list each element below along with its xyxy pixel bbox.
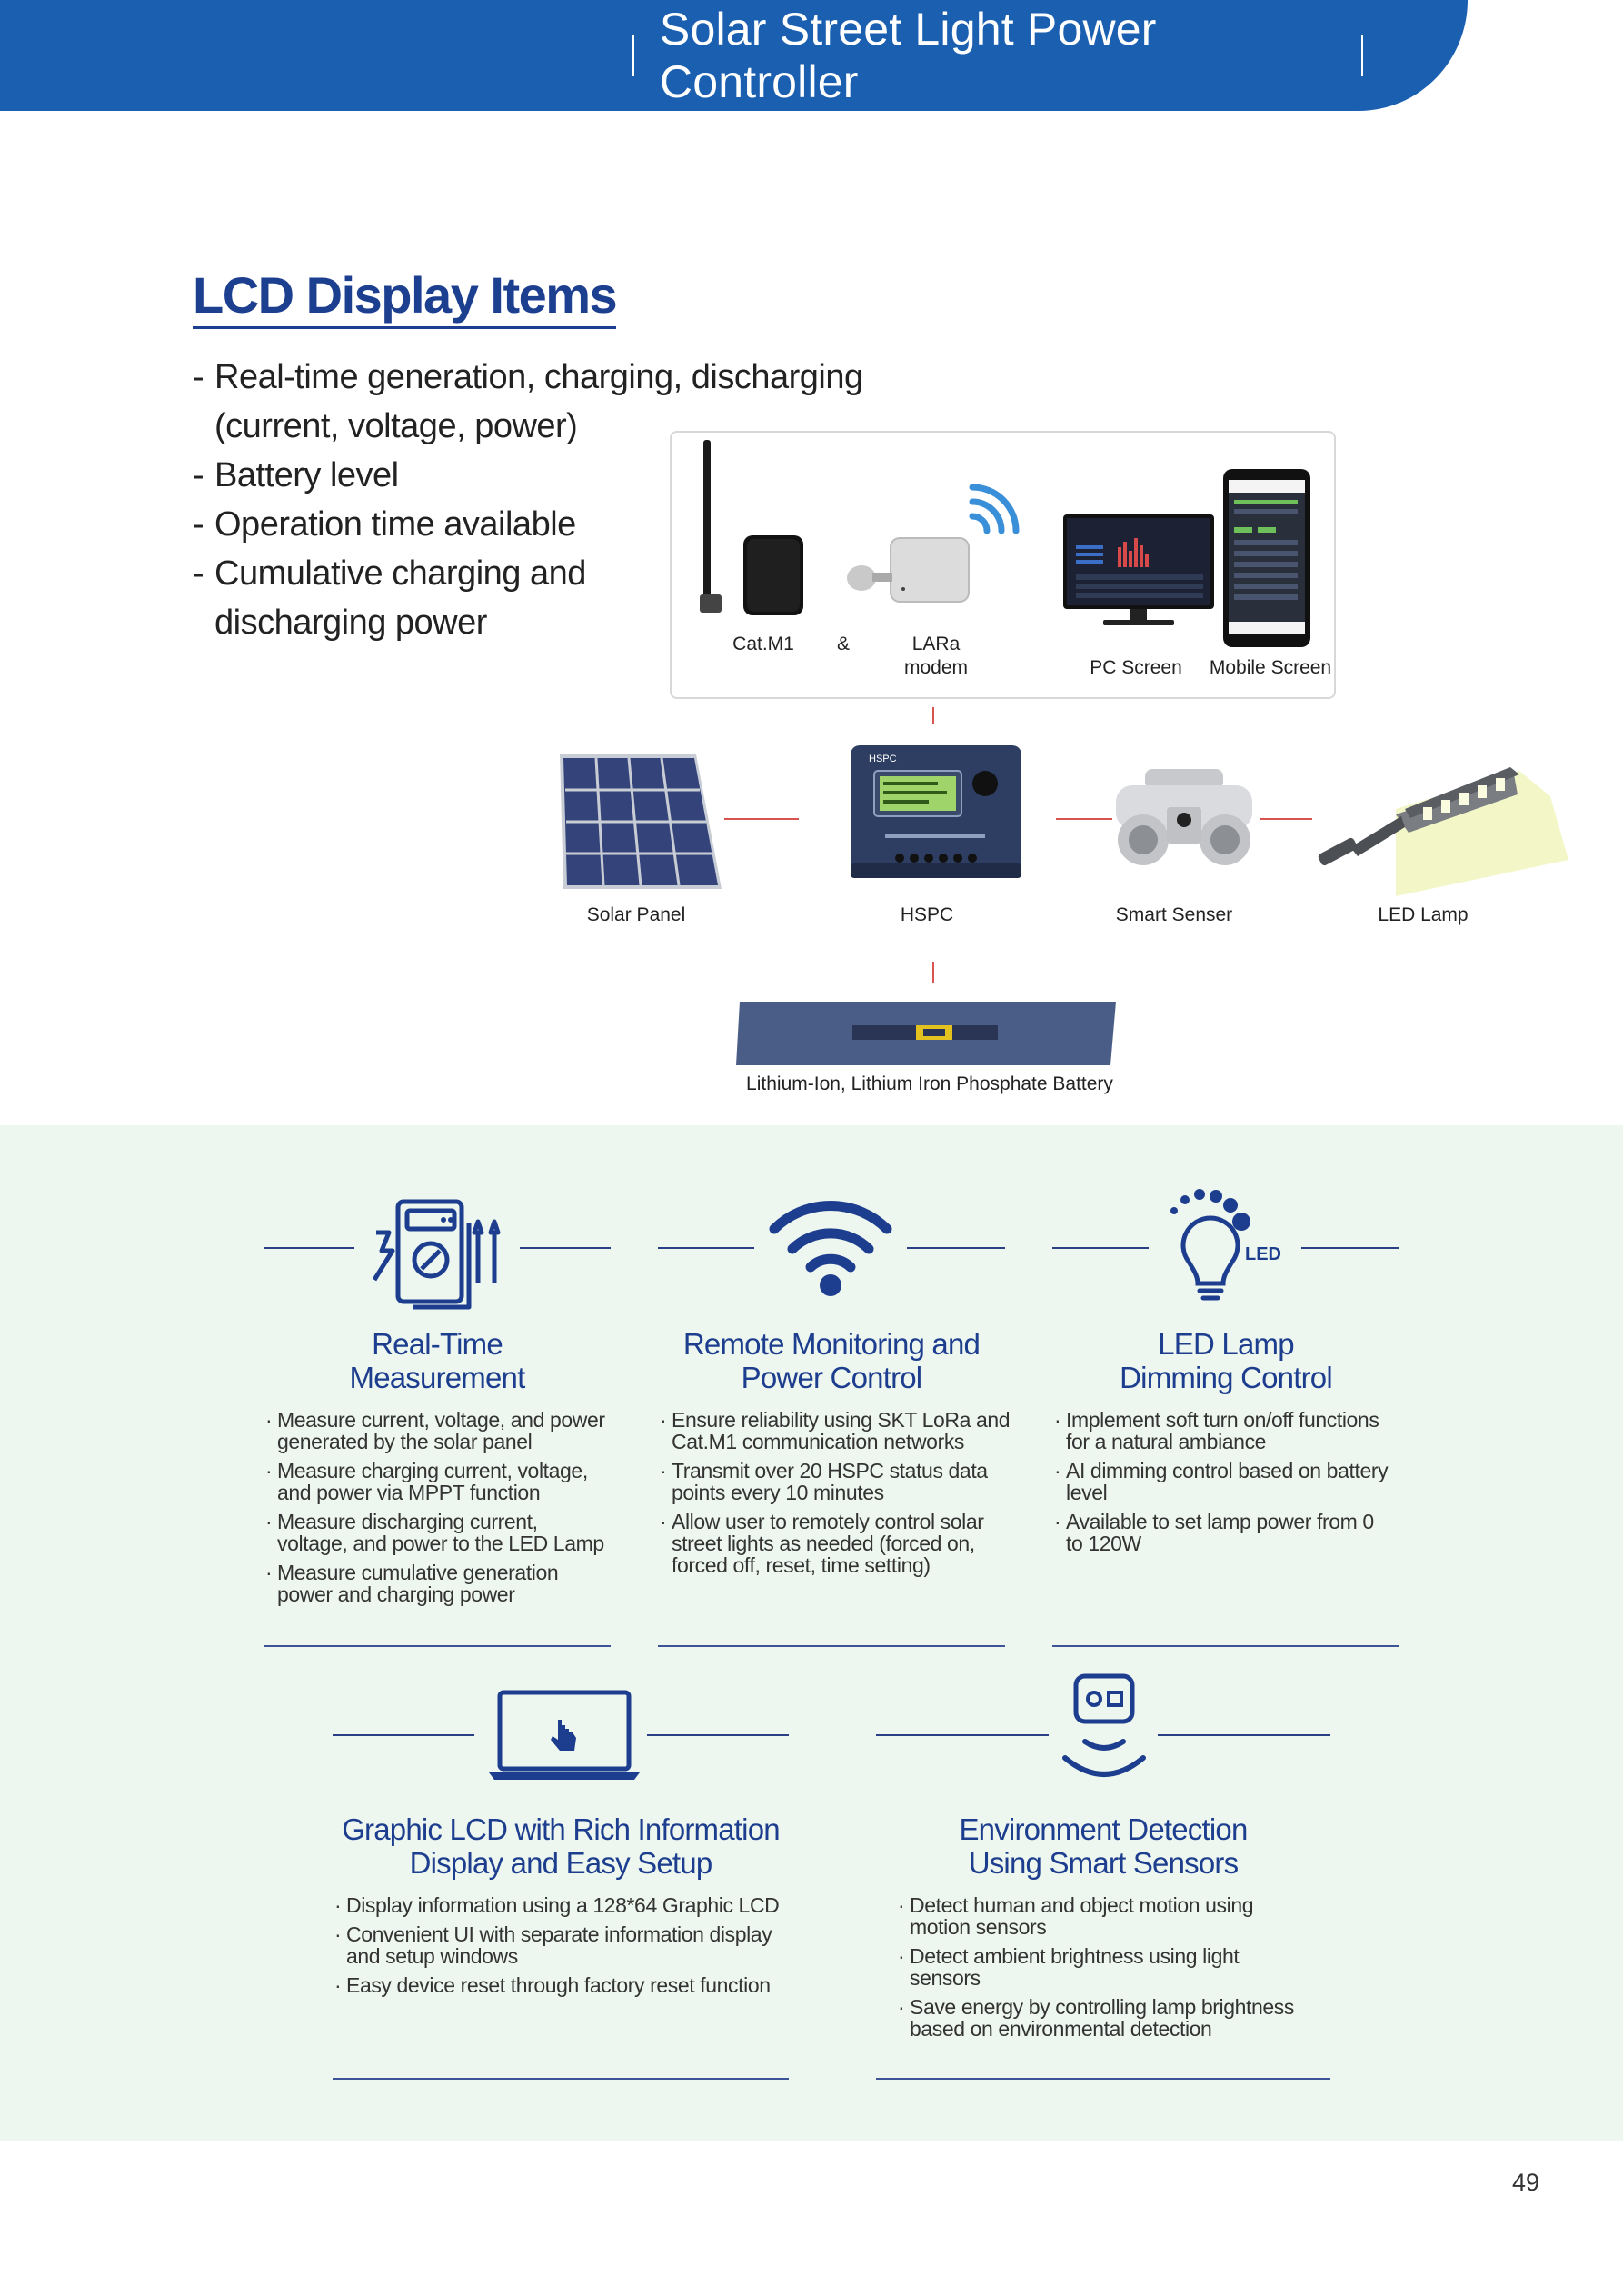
list-item: · Available to set lamp power from 0 to 120W (1054, 1511, 1409, 1554)
feature-bottom-rule (1052, 1645, 1399, 1647)
smart-sensor-image (1110, 764, 1258, 873)
list-item: · Detect ambient brightness using light sensors (898, 1945, 1316, 1989)
list-item: · Easy device reset through factory reset function (334, 1974, 789, 1996)
multimeter-icon (362, 1196, 507, 1314)
feature-divider (333, 1734, 474, 1736)
led-bulb-icon (1167, 1187, 1285, 1305)
header-divider-left (632, 35, 634, 76)
page-number: 49 (1512, 2169, 1540, 2196)
lcd-item: - Operation time available (193, 505, 576, 544)
feature-divider (264, 1247, 354, 1249)
pc-screen-label: PC Screen (1090, 657, 1182, 678)
list-item: · Detect human and object motion using motion sensors (898, 1894, 1316, 1938)
connector-line (932, 962, 934, 983)
list-item: · Transmit over 20 HSPC status data points every 10 minutes (660, 1460, 1014, 1503)
catm1-label: Cat.M1 (732, 634, 794, 654)
lcd-item: - Cumulative charging and (193, 554, 586, 593)
feature-list-dimming (1054, 1409, 1409, 1562)
connector-line (1260, 818, 1312, 820)
feature-divider (658, 1247, 754, 1249)
list-item: · Measure charging current, voltage, and power via MPPT function (265, 1460, 620, 1503)
list-item: · Save energy by controlling lamp brightness based on environmental detection (898, 1996, 1316, 2040)
feature-title-graphic-lcd: Graphic LCD with Rich Information Display and Easy Setup (342, 1812, 780, 1880)
wifi-icon (767, 1200, 894, 1296)
sensor-icon (1056, 1671, 1150, 1792)
feature-divider (1052, 1247, 1149, 1249)
hspc-device-label: HSPC (869, 754, 897, 764)
feature-divider (907, 1247, 1005, 1249)
led-lamp-label: LED Lamp (1378, 904, 1469, 925)
battery-label: Lithium-Ion, Lithium Iron Phosphate Battery (746, 1073, 1113, 1094)
list-item: · Display information using a 128*64 Graphic LCD (334, 1894, 789, 1916)
feature-divider (647, 1734, 789, 1736)
lara-modem-label: LARa modem (903, 634, 969, 678)
feature-bottom-rule (264, 1645, 611, 1647)
header-title (607, 0, 1389, 111)
feature-title-environment: Environment Detection Using Smart Sensors (959, 1812, 1248, 1880)
header-divider-right (1361, 35, 1363, 76)
led-icon-text: LED (1245, 1244, 1281, 1264)
list-item: · Measure cumulative generation power and charging power (265, 1562, 620, 1605)
connector-line (724, 818, 799, 820)
battery-image (736, 1000, 1120, 1067)
pc-screen-image (1063, 514, 1218, 633)
feature-bottom-rule (333, 2078, 789, 2080)
feature-divider (1301, 1247, 1399, 1249)
led-lamp-image (1314, 751, 1568, 896)
feature-bottom-rule (658, 1645, 1005, 1647)
mobile-screen-label: Mobile Screen (1209, 657, 1332, 678)
list-item: · Implement soft turn on/off functions for a natural ambiance (1054, 1409, 1409, 1452)
feature-divider (876, 1734, 1049, 1736)
ampersand-label: & (836, 634, 850, 654)
lcd-item-continuation: discharging power (214, 604, 487, 642)
list-item: · Ensure reliability using SKT LoRa and Cat.M1 communication networks (660, 1409, 1014, 1452)
list-item: · Allow user to remotely control solar street lights as needed (forced on, forced off, reset, time setting) (660, 1511, 1014, 1576)
smart-sensor-label: Smart Senser (1115, 904, 1233, 925)
connector-line (932, 707, 934, 724)
laptop-touch-icon (487, 1687, 642, 1782)
solar-panel-label: Solar Panel (586, 904, 686, 925)
lcd-section-title: LCD Display Items (193, 265, 616, 329)
feature-title-remote: Remote Monitoring and Power Control (682, 1327, 981, 1394)
feature-title-realtime: Real-Time Measurement (349, 1327, 525, 1394)
feature-title-dimming: LED Lamp Dimming Control (1120, 1327, 1332, 1394)
feature-list-remote (660, 1409, 1014, 1583)
lara-modem-image (836, 473, 1036, 609)
catm1-modem-image (691, 440, 809, 622)
feature-divider (1158, 1734, 1330, 1736)
feature-divider (520, 1247, 611, 1249)
mobile-screen-image (1221, 467, 1312, 649)
lcd-item: - Battery level (193, 456, 399, 494)
lcd-item: - Real-time generation, charging, discharging (193, 358, 863, 396)
feature-list-graphic-lcd (334, 1894, 789, 2003)
hspc-label: HSPC (900, 904, 954, 925)
list-item: · Measure discharging current, voltage, and power to the LED Lamp (265, 1511, 620, 1554)
list-item: · AI dimming control based on battery level (1054, 1460, 1409, 1503)
lcd-item-continuation: (current, voltage, power) (214, 407, 578, 445)
feature-bottom-rule (876, 2078, 1330, 2080)
solar-panel-image (556, 751, 725, 893)
hspc-controller-image (849, 744, 1023, 880)
header-title-text: Solar Street Light Power Controller (659, 4, 1157, 107)
list-item: · Measure current, voltage, and power generated by the solar panel (265, 1409, 620, 1452)
connector-line (1056, 818, 1112, 820)
feature-list-realtime (265, 1409, 620, 1612)
list-item: · Convenient UI with separate information display and setup windows (334, 1923, 789, 1967)
feature-list-environment (898, 1894, 1316, 2047)
